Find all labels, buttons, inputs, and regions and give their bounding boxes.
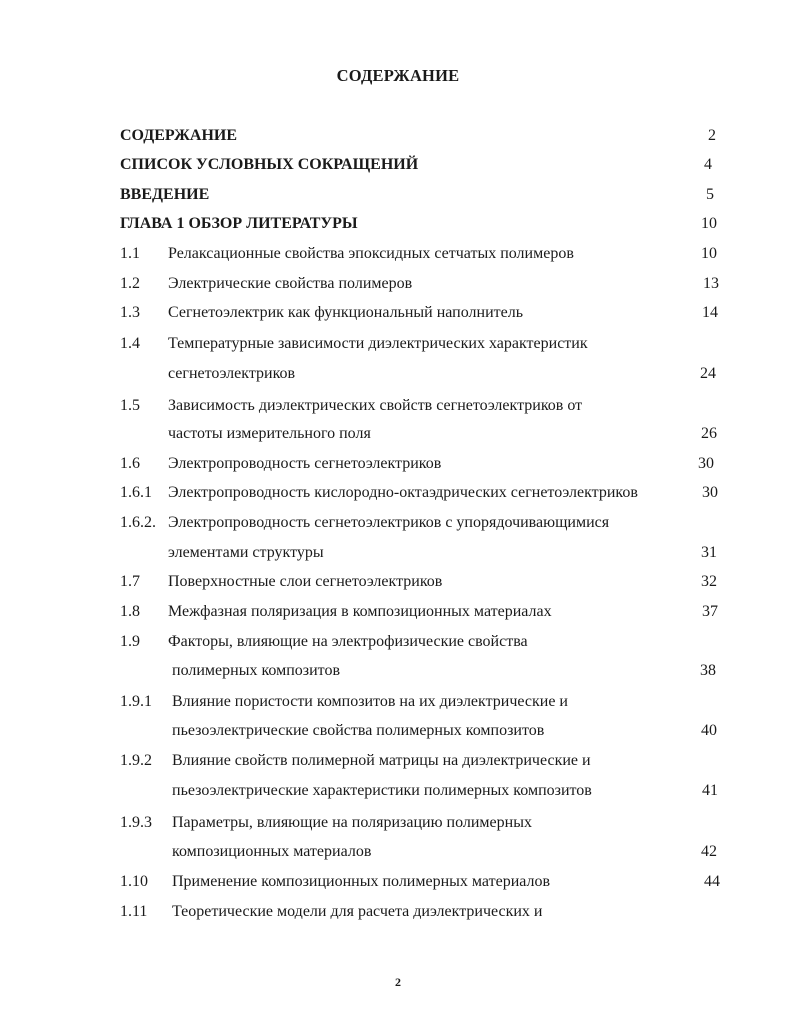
toc-entry-title: композиционных материалов [172,843,372,860]
page-number: 2 [395,975,401,989]
toc-entry-title: элементами структуры [168,544,324,561]
toc-entry-title: Влияние пористости композитов на их диэлектрические и [172,693,568,710]
toc-entry-title: Параметры, влияющие на поляризацию полимерных [172,814,532,831]
toc-entry-title: сегнетоэлектриков [168,365,296,382]
toc-entry-title: частоты измерительного поля [168,425,371,442]
toc-entry-title: Релаксационные свойства эпоксидных сетчатых полимеров [168,245,574,262]
toc-entry-title: пьезоэлектрические свойства полимерных композитов [172,722,545,739]
toc-page-number: 31 [701,544,717,561]
toc-entry-title: Межфазная поляризация в композиционных материалах [168,603,552,620]
toc-page-number: 10 [701,215,717,232]
toc-entry-title: Теоретические модели для расчета диэлектрических и [172,903,543,920]
toc-entry-title: Электропроводность сегнетоэлектриков [168,455,442,472]
toc-page-number: 38 [700,662,716,679]
toc-page-number: 37 [702,603,718,620]
toc-section-number: 1.3 [120,304,140,321]
toc-section-number: 1.11 [120,903,148,920]
toc-page-number: 4 [704,156,712,173]
toc-page-number: 42 [701,843,717,860]
toc-entry-title: СОДЕРЖАНИЕ [120,127,238,144]
toc-entry-title: Температурные зависимости диэлектрических характеристик [168,335,588,352]
toc-page-number: 41 [702,782,718,799]
toc-entry-title: Электрические свойства полимеров [168,275,413,292]
toc-page-number: 40 [701,722,717,739]
toc-section-number: 1.6.1 [120,484,152,501]
toc-page-number: 2 [708,127,716,144]
toc-entry-title: ВВЕДЕНИЕ [120,186,210,203]
toc-entry-title: СПИСОК УСЛОВНЫХ СОКРАЩЕНИЙ [120,156,419,173]
toc-section-number: 1.6.2. [120,514,156,531]
toc-section-number: 1.7 [120,573,140,590]
toc-page-number: 44 [704,873,720,890]
toc-section-number: 1.9.2 [120,752,152,769]
toc-entry-title: Факторы, влияющие на электрофизические свойства [168,633,528,650]
toc-entry-title: Сегнетоэлектрик как функциональный наполнитель [168,304,524,321]
toc-section-number: 1.9.3 [120,814,152,831]
toc-entry-title: Электропроводность сегнетоэлектриков с упорядочивающимися [168,514,610,531]
page-heading: СОДЕРЖАНИЕ [336,66,460,85]
toc-entry-title: пьезоэлектрические характеристики полимерных композитов [172,782,592,799]
toc-entry-title: полимерных композитов [172,662,340,679]
toc-section-number: 1.2 [120,275,140,292]
toc-page-number: 13 [703,275,719,292]
toc-page-number: 24 [700,365,716,382]
toc-entry-title: Применение композиционных полимерных материалов [172,873,551,890]
toc-page-number: 5 [706,186,714,203]
toc-entry-title: Зависимость диэлектрических свойств сегнетоэлектриков от [168,397,583,414]
toc-section-number: 1.9 [120,633,140,650]
toc-entry-title: ГЛАВА 1 ОБЗОР ЛИТЕРАТУРЫ [120,215,358,232]
toc-page-number: 30 [702,484,718,501]
toc-entry-title: Поверхностные слои сегнетоэлектриков [168,573,443,590]
toc-section-number: 1.8 [120,603,140,620]
toc-page-number: 32 [701,573,717,590]
toc-page-number: 14 [702,304,718,321]
toc-page-number: 26 [701,425,717,442]
toc-section-number: 1.10 [120,873,148,890]
toc-section-number: 1.4 [120,335,140,352]
toc-page-number: 30 [698,455,714,472]
toc-section-number: 1.5 [120,397,140,414]
toc-page-number: 10 [701,245,717,262]
toc-entry-title: Влияние свойств полимерной матрицы на диэлектрические и [172,752,591,769]
toc-section-number: 1.1 [120,245,140,262]
toc-entry-title: Электропроводность кислородно-октаэдрических сегнетоэлектриков [168,484,638,501]
toc-section-number: 1.6 [120,455,140,472]
toc-section-number: 1.9.1 [120,693,152,710]
